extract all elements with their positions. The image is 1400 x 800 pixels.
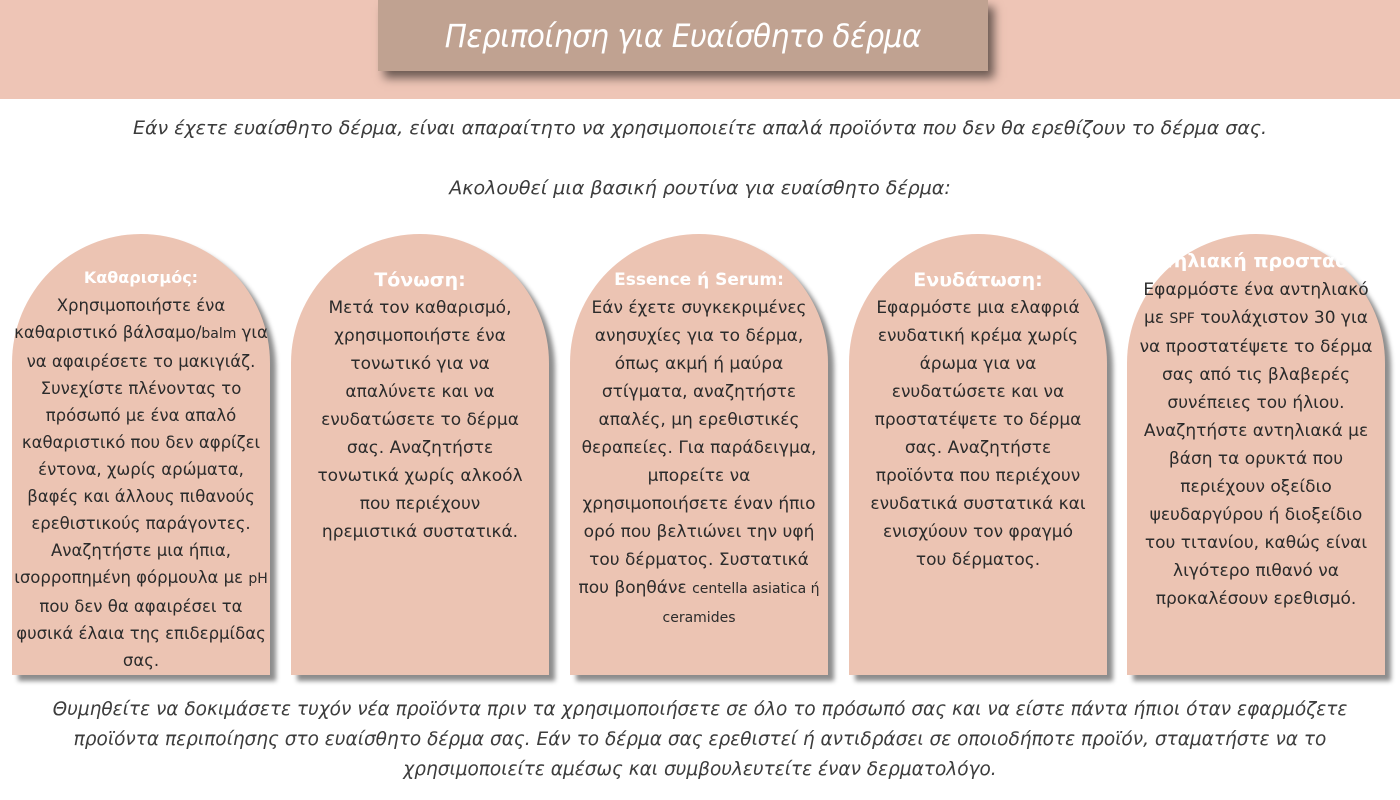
card-body: Μετά τον καθαρισμό, χρησιμοποιήστε ένα τονωτικό για να απαλύνετε και να ενυδατώσετε το δέρμα σας. Αναζητήστε τονωτικά χωρίς αλκοόλ που περιέχουν ηρεμιστικά συστατικά. (317, 298, 523, 542)
card-cleansing (12, 234, 270, 675)
card-toning (291, 234, 549, 675)
card-body (1127, 276, 1385, 613)
card-sun-protection (1127, 234, 1385, 675)
card-body-text: Χρησιμοποιήστε ένα καθαριστικό βάλσαμο/ (14, 296, 226, 342)
card-body-text: pH (248, 571, 268, 587)
card-title: Ενυδάτωση: (913, 269, 1043, 291)
card-body-text: Εάν έχετε συγκεκριμένες ανησυχίες για το δέρμα, όπως ακμή ή μαύρα στίγματα, αναζητήστε απαλές, μη ερεθιστικές θεραπείες. Για παράδειγμα, μπορείτε να χρησιμοποιήσετε έναν ήπιο ορό που βελτιώνει την υφή του δέρματος. Συστατικά που βοηθάνε (578, 298, 817, 598)
footer-note: Θυμηθείτε να δοκιμάσετε τυχόν νέα προϊόντα πριν τα χρησιμοποιήσετε σε όλο το πρόσωπό σας και να είστε πάντα ήπιοι όταν εφαρμόζετε προϊόντα περιποίησης στο ευαίσθητο δέρμα σας. Εάν το δέρμα σας ερεθιστεί ή αντιδράσει σε οποιοδήποτε προϊόν, σταματήστε να το χρησιμοποιείτε αμέσως και συμβουλευτείτε έναν δερματολόγο. (52, 699, 1348, 780)
card-hydration (849, 234, 1107, 675)
card-title: Αντηλιακή προστασία: (1134, 250, 1378, 272)
card-title: Καθαρισμός: (83, 268, 199, 287)
card-body-text: Εφαρμόστε ένα αντηλιακό με (1143, 280, 1369, 328)
card-body-text: SPF (1169, 311, 1195, 327)
card-body-text: balm (201, 326, 237, 342)
intro-text: Εάν έχετε ευαίσθητο δέρμα, είναι απαραίτητο να χρησιμοποιείτε απαλά προϊόντα που δεν θα ερεθίζουν το δέρμα σας. (132, 117, 1268, 139)
card-body-text: τουλάχιστον 30 για να προστατέψετε το δέρμα σας από τις βλαβερές συνέπειες του ήλιου. Αναζητήστε αντηλιακά με βάση τα ορυκτά που περιέχουν οξείδιο ψευδαργύρου ή διοξείδιο του τιτανίου, καθώς είναι λιγότερο πιθανό να προκαλέσουν ερεθισμό. (1139, 308, 1373, 609)
card-body-text: που δεν θα αφαιρέσει τα φυσικά έλαια της επιδερμίδας σας. (16, 597, 266, 670)
routine-intro-text: Ακολουθεί μια βασική ρουτίνα για ευαίσθητο δέρμα: (449, 177, 951, 199)
card-body-text: centella asiatica ή ceramides (662, 581, 820, 626)
title-banner (378, 0, 988, 71)
page-title: Περιποίηση για Ευαίσθητο δέρμα (444, 16, 922, 55)
card-title: Essence ή Serum: (614, 270, 784, 290)
card-body-text: για να αφαιρέσετε το μακιγιάζ. Συνεχίστε πλένοντας το πρόσωπό με ένα απαλό καθαριστικό που δεν αφρίζει έντονα, χωρίς αρώματα, βαφές και άλλους πιθανούς ερεθιστικούς παράγοντες. Αναζητήστε μια ήπια, ισορροπημένη φόρμουλα με (14, 323, 268, 587)
card-body (570, 294, 828, 632)
card-body (12, 292, 270, 674)
card-essence-serum (570, 234, 828, 675)
card-title: Τόνωση: (374, 269, 466, 291)
card-body: Εφαρμόστε μια ελαφριά ενυδατική κρέμα χωρίς άρωμα για να ενυδατώσετε και να προστατέψετε το δέρμα σας. Αναζητήστε προϊόντα που περιέχουν ενυδατικά συστατικά και ενισχύουν τον φραγμό του δέρματος. (870, 298, 1086, 570)
